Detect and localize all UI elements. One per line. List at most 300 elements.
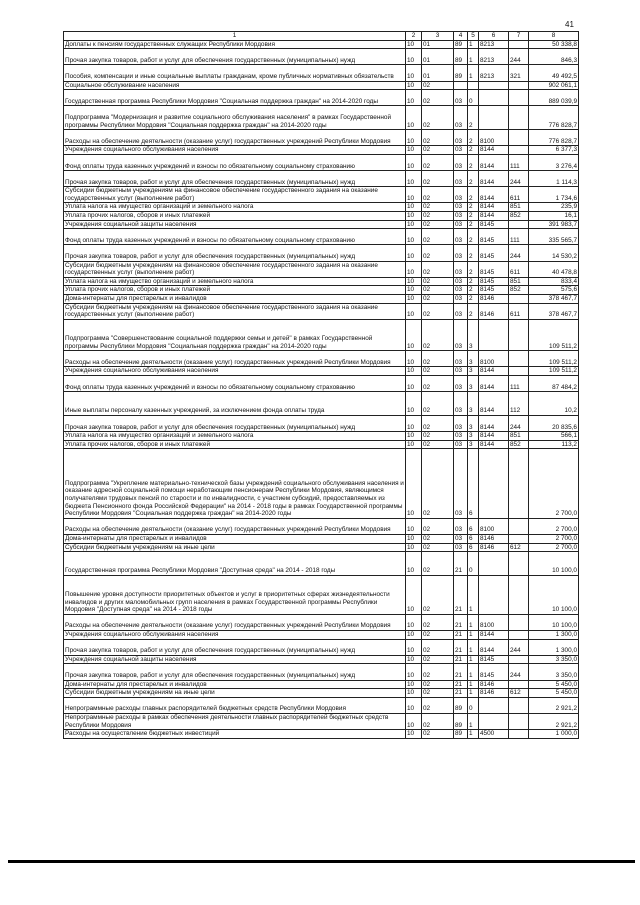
row-code: 02	[422, 689, 454, 698]
table-row	[64, 319, 579, 350]
row-code: 03	[454, 440, 468, 449]
row-code: 02	[422, 680, 454, 689]
row-description: Уплата налога на имущество организаций и земельного налога	[64, 432, 406, 441]
row-code: 8144	[479, 154, 509, 170]
table-row	[64, 697, 579, 713]
table-row	[64, 631, 579, 640]
row-code: 89	[454, 40, 468, 49]
row-code: 3	[468, 367, 479, 376]
row-code: 02	[422, 543, 454, 552]
table-row	[64, 220, 579, 229]
row-code	[509, 90, 529, 106]
row-description: Подпрограмма "Совершенствование социальной поддержки семьи и детей" в рамках Государственной программы Республики Мордовия "Социальная поддержка граждан" на 2014-2020 годы	[64, 319, 406, 350]
row-amount: 846,3	[529, 49, 579, 65]
row-code: 852	[509, 212, 529, 221]
row-code: 10	[406, 49, 422, 65]
row-code: 02	[422, 614, 454, 630]
table-row	[64, 415, 579, 431]
row-code	[509, 534, 529, 543]
page-bottom-rule	[8, 860, 635, 863]
table-row	[64, 65, 579, 81]
table-row	[64, 449, 579, 518]
row-code: 10	[406, 245, 422, 261]
row-code: 02	[422, 203, 454, 212]
table-row	[64, 295, 579, 304]
row-code	[509, 319, 529, 350]
row-code: 612	[509, 689, 529, 698]
row-code: 2	[468, 171, 479, 187]
table-row	[64, 714, 579, 730]
row-code: 03	[454, 106, 468, 130]
row-code: 8144	[479, 631, 509, 640]
row-code: 10	[406, 319, 422, 350]
row-description: Прочая закупка товаров, работ и услуг для обеспечения государственных (муниципальных) нужд	[64, 245, 406, 261]
row-code: 851	[509, 432, 529, 441]
row-code: 10	[406, 440, 422, 449]
budget-table	[63, 31, 579, 739]
row-code: 244	[509, 49, 529, 65]
row-code: 02	[422, 655, 454, 664]
row-description: Фонд оплаты труда казенных учреждений и взносы по обязательному социальному страхованию	[64, 229, 406, 245]
row-description: Субсидии бюджетным учреждениям на финансовое обеспечение государственного задания на оказание государственных услуг (выполнение работ)	[64, 187, 406, 203]
row-amount: 20 835,6	[529, 415, 579, 431]
row-amount: 16,1	[529, 212, 579, 221]
row-description: Уплата налога на имущество организаций и земельного налога	[64, 277, 406, 286]
row-description: Уплата прочих налогов, сборов и иных платежей	[64, 440, 406, 449]
table-row	[64, 552, 579, 576]
row-code: 111	[509, 154, 529, 170]
row-code: 1	[468, 689, 479, 698]
row-code: 2	[468, 106, 479, 130]
row-code: 8146	[479, 303, 509, 319]
row-code: 2	[468, 154, 479, 170]
row-code: 8100	[479, 130, 509, 146]
row-code: 02	[422, 106, 454, 130]
row-code: 8144	[479, 212, 509, 221]
table-row	[64, 534, 579, 543]
table-row	[64, 639, 579, 655]
row-amount: 87 484,2	[529, 375, 579, 391]
row-code: 10	[406, 106, 422, 130]
column-header: 6	[479, 32, 509, 41]
row-amount: 902 061,1	[529, 81, 579, 90]
row-code: 02	[422, 351, 454, 367]
row-amount: 1 300,0	[529, 631, 579, 640]
row-amount: 1 000,0	[529, 730, 579, 739]
row-code: 10	[406, 81, 422, 90]
row-code: 21	[454, 655, 468, 664]
row-description: Расходы на обеспечение деятельности (оказание услуг) государственных учреждений Республики Мордовия	[64, 130, 406, 146]
row-amount: 2 921,2	[529, 714, 579, 730]
row-amount: 1 300,0	[529, 639, 579, 655]
row-code: 02	[422, 697, 454, 713]
row-code: 03	[454, 432, 468, 441]
table-row	[64, 130, 579, 146]
row-code: 3	[468, 319, 479, 350]
row-code: 89	[454, 65, 468, 81]
row-code: 02	[422, 286, 454, 295]
row-amount: 2 700,0	[529, 449, 579, 518]
row-code	[509, 449, 529, 518]
row-amount: 776 828,7	[529, 106, 579, 130]
row-amount: 889 039,9	[529, 90, 579, 106]
row-code: 8146	[479, 680, 509, 689]
row-code: 02	[422, 187, 454, 203]
table-header-row	[64, 32, 579, 41]
row-code: 6	[468, 543, 479, 552]
row-code: 612	[509, 543, 529, 552]
table-row	[64, 730, 579, 739]
row-code: 03	[454, 261, 468, 277]
row-code: 10	[406, 534, 422, 543]
table-row	[64, 655, 579, 664]
row-code	[509, 351, 529, 367]
row-code: 8145	[479, 229, 509, 245]
row-code	[509, 730, 529, 739]
row-description: Уплата прочих налогов, сборов и иных платежей	[64, 286, 406, 295]
row-description: Учреждения социальной защиты населения	[64, 220, 406, 229]
table-row	[64, 277, 579, 286]
row-code: 03	[454, 375, 468, 391]
row-code: 03	[454, 229, 468, 245]
row-code: 1	[468, 40, 479, 49]
row-code: 10	[406, 40, 422, 49]
row-code: 10	[406, 65, 422, 81]
row-description: Прочая закупка товаров, работ и услуг для обеспечения государственных (муниципальных) нужд	[64, 49, 406, 65]
column-header: 2	[406, 32, 422, 41]
row-code: 1	[468, 639, 479, 655]
row-code: 10	[406, 303, 422, 319]
row-code: 02	[422, 90, 454, 106]
table-row	[64, 518, 579, 534]
table-row	[64, 40, 579, 49]
row-code: 10	[406, 415, 422, 431]
row-code: 8146	[479, 689, 509, 698]
table-row	[64, 154, 579, 170]
row-code: 10	[406, 295, 422, 304]
row-code	[509, 655, 529, 664]
row-code: 02	[422, 449, 454, 518]
row-code: 03	[454, 295, 468, 304]
row-code: 02	[422, 245, 454, 261]
row-code: 02	[422, 440, 454, 449]
table-row	[64, 261, 579, 277]
table-row	[64, 351, 579, 367]
row-code: 10	[406, 130, 422, 146]
table-row	[64, 689, 579, 698]
row-description: Пособия, компенсации и иные социальные выплаты гражданам, кроме публичных нормативных обязательств	[64, 65, 406, 81]
row-code: 89	[454, 697, 468, 713]
row-description: Учреждения социального обслуживания населения	[64, 631, 406, 640]
table-row	[64, 187, 579, 203]
row-code: 10	[406, 90, 422, 106]
row-description: Непрограммные расходы главных распорядителей бюджетных средств Республики Мордовия	[64, 697, 406, 713]
row-code	[509, 40, 529, 49]
row-code: 2	[468, 295, 479, 304]
row-code: 851	[509, 203, 529, 212]
table-row	[64, 171, 579, 187]
table-row	[64, 664, 579, 680]
row-code: 1	[468, 714, 479, 730]
row-code: 89	[454, 714, 468, 730]
row-code: 8144	[479, 375, 509, 391]
row-description: Прочая закупка товаров, работ и услуг для обеспечения государственных (муниципальных) нужд	[64, 415, 406, 431]
row-code: 03	[454, 245, 468, 261]
row-code: 02	[422, 229, 454, 245]
column-header: 3	[422, 32, 454, 41]
row-code: 10	[406, 203, 422, 212]
column-header: 8	[529, 32, 579, 41]
row-amount: 235,9	[529, 203, 579, 212]
row-code: 3	[468, 392, 479, 416]
row-code: 21	[454, 680, 468, 689]
row-code: 03	[454, 319, 468, 350]
row-amount: 10 100,0	[529, 552, 579, 576]
table-row	[64, 543, 579, 552]
row-code	[509, 680, 529, 689]
row-code: 02	[422, 295, 454, 304]
row-code: 8213	[479, 49, 509, 65]
row-description: Субсидии бюджетным учреждениям на иные цели	[64, 543, 406, 552]
row-code: 2	[468, 245, 479, 261]
row-code: 10	[406, 375, 422, 391]
row-code	[479, 552, 509, 576]
row-amount: 3 276,4	[529, 154, 579, 170]
row-code: 1	[468, 680, 479, 689]
row-code: 611	[509, 303, 529, 319]
column-header: 4	[454, 32, 468, 41]
row-code: 02	[422, 277, 454, 286]
row-code: 02	[422, 664, 454, 680]
row-description: Повышение уровня доступности приоритетных объектов и услуг в приоритетных сферах жизнедеятельности инвалидов и других маломобильных групп населения в рамках Государственной программы Республики Мордовия "Доступная среда" на 2014 - 2018 годы	[64, 575, 406, 614]
row-code: 10	[406, 614, 422, 630]
row-code: 3	[468, 351, 479, 367]
row-code: 03	[454, 367, 468, 376]
table-row	[64, 375, 579, 391]
row-code	[509, 367, 529, 376]
row-description: Фонд оплаты труда казенных учреждений и взносы по обязательному социальному страхованию	[64, 154, 406, 170]
row-code: 02	[422, 392, 454, 416]
table-row	[64, 146, 579, 155]
row-code	[509, 697, 529, 713]
row-code: 1	[468, 631, 479, 640]
row-code: 10	[406, 229, 422, 245]
row-code: 8144	[479, 432, 509, 441]
row-code: 02	[422, 575, 454, 614]
row-code: 2	[468, 187, 479, 203]
row-amount: 109 511,2	[529, 351, 579, 367]
row-code: 10	[406, 552, 422, 576]
row-description: Субсидии бюджетным учреждениям на финансовое обеспечение государственного задания на оказание государственных услуг (выполнение работ)	[64, 261, 406, 277]
row-code: 10	[406, 286, 422, 295]
row-code: 10	[406, 543, 422, 552]
row-code: 244	[509, 639, 529, 655]
row-description: Непрограммные расходы в рамках обеспечения деятельности главных распорядителей бюджетных средств Республики Мордовия	[64, 714, 406, 730]
table-row	[64, 212, 579, 221]
row-code	[509, 106, 529, 130]
row-code: 851	[509, 277, 529, 286]
row-description: Учреждения социального обслуживания населения	[64, 146, 406, 155]
row-code: 21	[454, 552, 468, 576]
row-description: Дома-интернаты для престарелых и инвалидов	[64, 295, 406, 304]
row-code: 8145	[479, 277, 509, 286]
row-description: Дома-интернаты для престарелых и инвалидов	[64, 534, 406, 543]
row-code: 8144	[479, 639, 509, 655]
row-code: 02	[422, 631, 454, 640]
row-description: Государственная программа Республики Мордовия "Социальная поддержка граждан" на 2014-2020 годы	[64, 90, 406, 106]
row-code: 1	[468, 614, 479, 630]
row-code: 10	[406, 697, 422, 713]
row-code: 1	[468, 49, 479, 65]
row-code: 6	[468, 449, 479, 518]
row-code: 112	[509, 392, 529, 416]
row-code: 03	[454, 351, 468, 367]
row-code: 02	[422, 154, 454, 170]
row-code: 244	[509, 415, 529, 431]
row-code: 03	[454, 146, 468, 155]
row-code: 02	[422, 534, 454, 543]
row-code: 8145	[479, 664, 509, 680]
row-code: 02	[422, 730, 454, 739]
row-code: 8144	[479, 440, 509, 449]
row-code: 21	[454, 614, 468, 630]
table-row	[64, 303, 579, 319]
row-code: 2	[468, 286, 479, 295]
row-code: 8145	[479, 245, 509, 261]
row-description: Фонд оплаты труда казенных учреждений и взносы по обязательному социальному страхованию	[64, 375, 406, 391]
table-row	[64, 575, 579, 614]
row-code: 8146	[479, 543, 509, 552]
row-code: 03	[454, 534, 468, 543]
row-code	[479, 714, 509, 730]
row-code: 1	[468, 655, 479, 664]
row-code: 10	[406, 277, 422, 286]
row-code: 03	[454, 286, 468, 295]
row-code: 10	[406, 655, 422, 664]
row-code: 1	[468, 664, 479, 680]
table-row	[64, 106, 579, 130]
row-code: 10	[406, 171, 422, 187]
row-code: 03	[454, 449, 468, 518]
row-code: 02	[422, 212, 454, 221]
row-code	[468, 81, 479, 90]
row-code: 03	[454, 171, 468, 187]
row-amount: 50 338,8	[529, 40, 579, 49]
table-row	[64, 680, 579, 689]
row-code	[479, 575, 509, 614]
row-code: 89	[454, 730, 468, 739]
table-row	[64, 90, 579, 106]
row-code: 10	[406, 631, 422, 640]
row-code: 89	[454, 49, 468, 65]
row-amount: 833,4	[529, 277, 579, 286]
row-code: 03	[454, 415, 468, 431]
row-code: 03	[454, 518, 468, 534]
row-description: Доплаты к пенсиям государственных служащих Республики Мордовия	[64, 40, 406, 49]
row-amount: 2 700,0	[529, 534, 579, 543]
row-code: 2	[468, 130, 479, 146]
row-code: 10	[406, 367, 422, 376]
row-description: Дома-интернаты для престарелых и инвалидов	[64, 680, 406, 689]
row-code	[509, 220, 529, 229]
row-code: 2	[468, 277, 479, 286]
row-code	[509, 714, 529, 730]
row-amount: 14 530,2	[529, 245, 579, 261]
row-code: 21	[454, 639, 468, 655]
row-code: 3	[468, 415, 479, 431]
row-code: 3	[468, 432, 479, 441]
row-code: 10	[406, 351, 422, 367]
row-amount: 109 511,2	[529, 319, 579, 350]
page-number: 41	[565, 20, 574, 29]
row-code: 8213	[479, 65, 509, 81]
row-code	[509, 146, 529, 155]
row-code	[479, 449, 509, 518]
row-code: 03	[454, 154, 468, 170]
row-code: 02	[422, 639, 454, 655]
row-description: Расходы на осуществление бюджетных инвестиций	[64, 730, 406, 739]
row-code: 02	[422, 171, 454, 187]
row-code: 2	[468, 303, 479, 319]
row-amount: 1 114,3	[529, 171, 579, 187]
row-code: 01	[422, 40, 454, 49]
table-row	[64, 286, 579, 295]
row-code	[509, 518, 529, 534]
row-code: 03	[454, 130, 468, 146]
row-code: 02	[422, 415, 454, 431]
row-code: 03	[454, 392, 468, 416]
row-description: Подпрограмма "Модернизация и развитие социального обслуживания населения" в рамках Государственной программы Республики Мордовия "Социальная поддержка граждан" на 2014-2020 годы	[64, 106, 406, 130]
row-code: 10	[406, 392, 422, 416]
row-amount: 2 921,2	[529, 697, 579, 713]
row-amount: 335 565,7	[529, 229, 579, 245]
row-description: Расходы на обеспечение деятельности (оказание услуг) государственных учреждений Республики Мордовия	[64, 351, 406, 367]
row-description: Учреждения социальной защиты населения	[64, 655, 406, 664]
row-code: 02	[422, 367, 454, 376]
row-amount: 5 450,0	[529, 680, 579, 689]
row-code: 0	[468, 552, 479, 576]
row-code: 03	[454, 543, 468, 552]
row-code: 21	[454, 689, 468, 698]
row-code: 10	[406, 261, 422, 277]
row-code: 8145	[479, 655, 509, 664]
row-code: 1	[468, 730, 479, 739]
row-description: Прочая закупка товаров, работ и услуг для обеспечения государственных (муниципальных) нужд	[64, 639, 406, 655]
column-header: 7	[509, 32, 529, 41]
row-code: 02	[422, 432, 454, 441]
row-amount: 378 467,7	[529, 295, 579, 304]
row-code: 8144	[479, 171, 509, 187]
table-row	[64, 614, 579, 630]
row-amount: 1 734,6	[529, 187, 579, 203]
row-code: 8144	[479, 415, 509, 431]
row-description: Уплата прочих налогов, сборов и иных платежей	[64, 212, 406, 221]
row-code: 8144	[479, 392, 509, 416]
row-amount: 10,2	[529, 392, 579, 416]
row-code: 10	[406, 639, 422, 655]
row-code: 10	[406, 680, 422, 689]
row-code: 21	[454, 575, 468, 614]
row-code: 0	[468, 90, 479, 106]
row-description: Прочая закупка товаров, работ и услуг для обеспечения государственных (муниципальных) нужд	[64, 171, 406, 187]
row-code: 1	[468, 575, 479, 614]
row-description: Государственная программа Республики Мордовия "Доступная среда" на 2014 - 2018 годы	[64, 552, 406, 576]
row-code: 2	[468, 261, 479, 277]
row-code: 02	[422, 319, 454, 350]
row-code: 6	[468, 534, 479, 543]
row-code: 10	[406, 689, 422, 698]
row-code: 6	[468, 518, 479, 534]
